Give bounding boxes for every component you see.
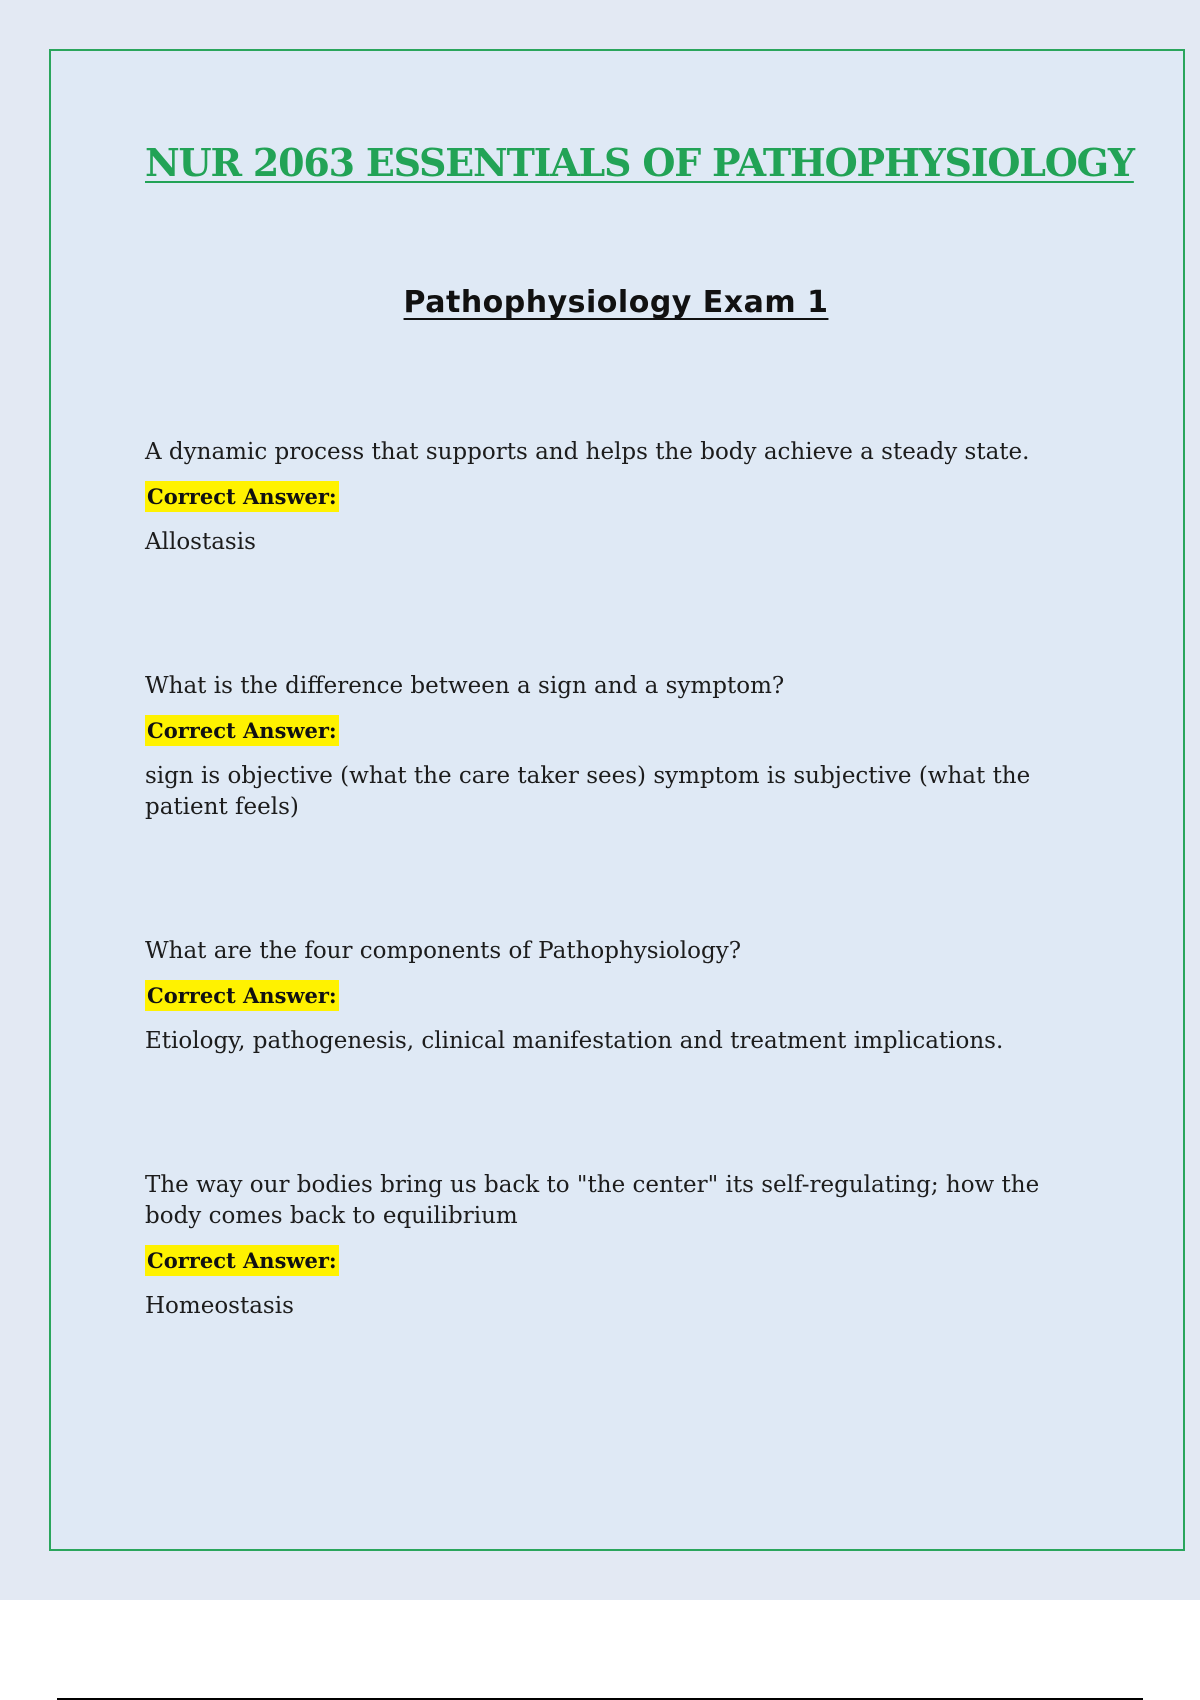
question-text: A dynamic process that supports and helps the body achieve a steady state. — [145, 439, 1030, 465]
correct-answer-label: Correct Answer: — [145, 481, 339, 512]
answer-text: Allostasis — [145, 529, 256, 555]
question-text: The way our bodies bring us back to "the center" its self-regulating; how the body comes back to equilibrium — [145, 1172, 1040, 1229]
question-block-4 — [145, 1170, 1060, 1322]
question-block-1 — [145, 437, 1060, 558]
answer-text: sign is objective (what the care taker sees) symptom is subjective (what the patient feels) — [145, 763, 1031, 820]
question-text: What is the difference between a sign and a symptom? — [145, 673, 785, 699]
correct-answer-label: Correct Answer: — [145, 1245, 339, 1276]
question-text: What are the four components of Pathophysiology? — [145, 938, 742, 964]
correct-answer-label: Correct Answer: — [145, 980, 339, 1011]
exam-subtitle: Pathophysiology Exam 1 — [403, 285, 829, 320]
correct-answer-label: Correct Answer: — [145, 715, 339, 746]
answer-text: Etiology, pathogenesis, clinical manifestation and treatment implications. — [145, 1028, 1004, 1054]
question-block-2 — [145, 671, 1060, 823]
question-block-3 — [145, 936, 1060, 1057]
answer-text: Homeostasis — [145, 1293, 294, 1319]
document-title: NUR 2063 ESSENTIALS OF PATHOPHYSIOLOGY — [145, 140, 1134, 185]
